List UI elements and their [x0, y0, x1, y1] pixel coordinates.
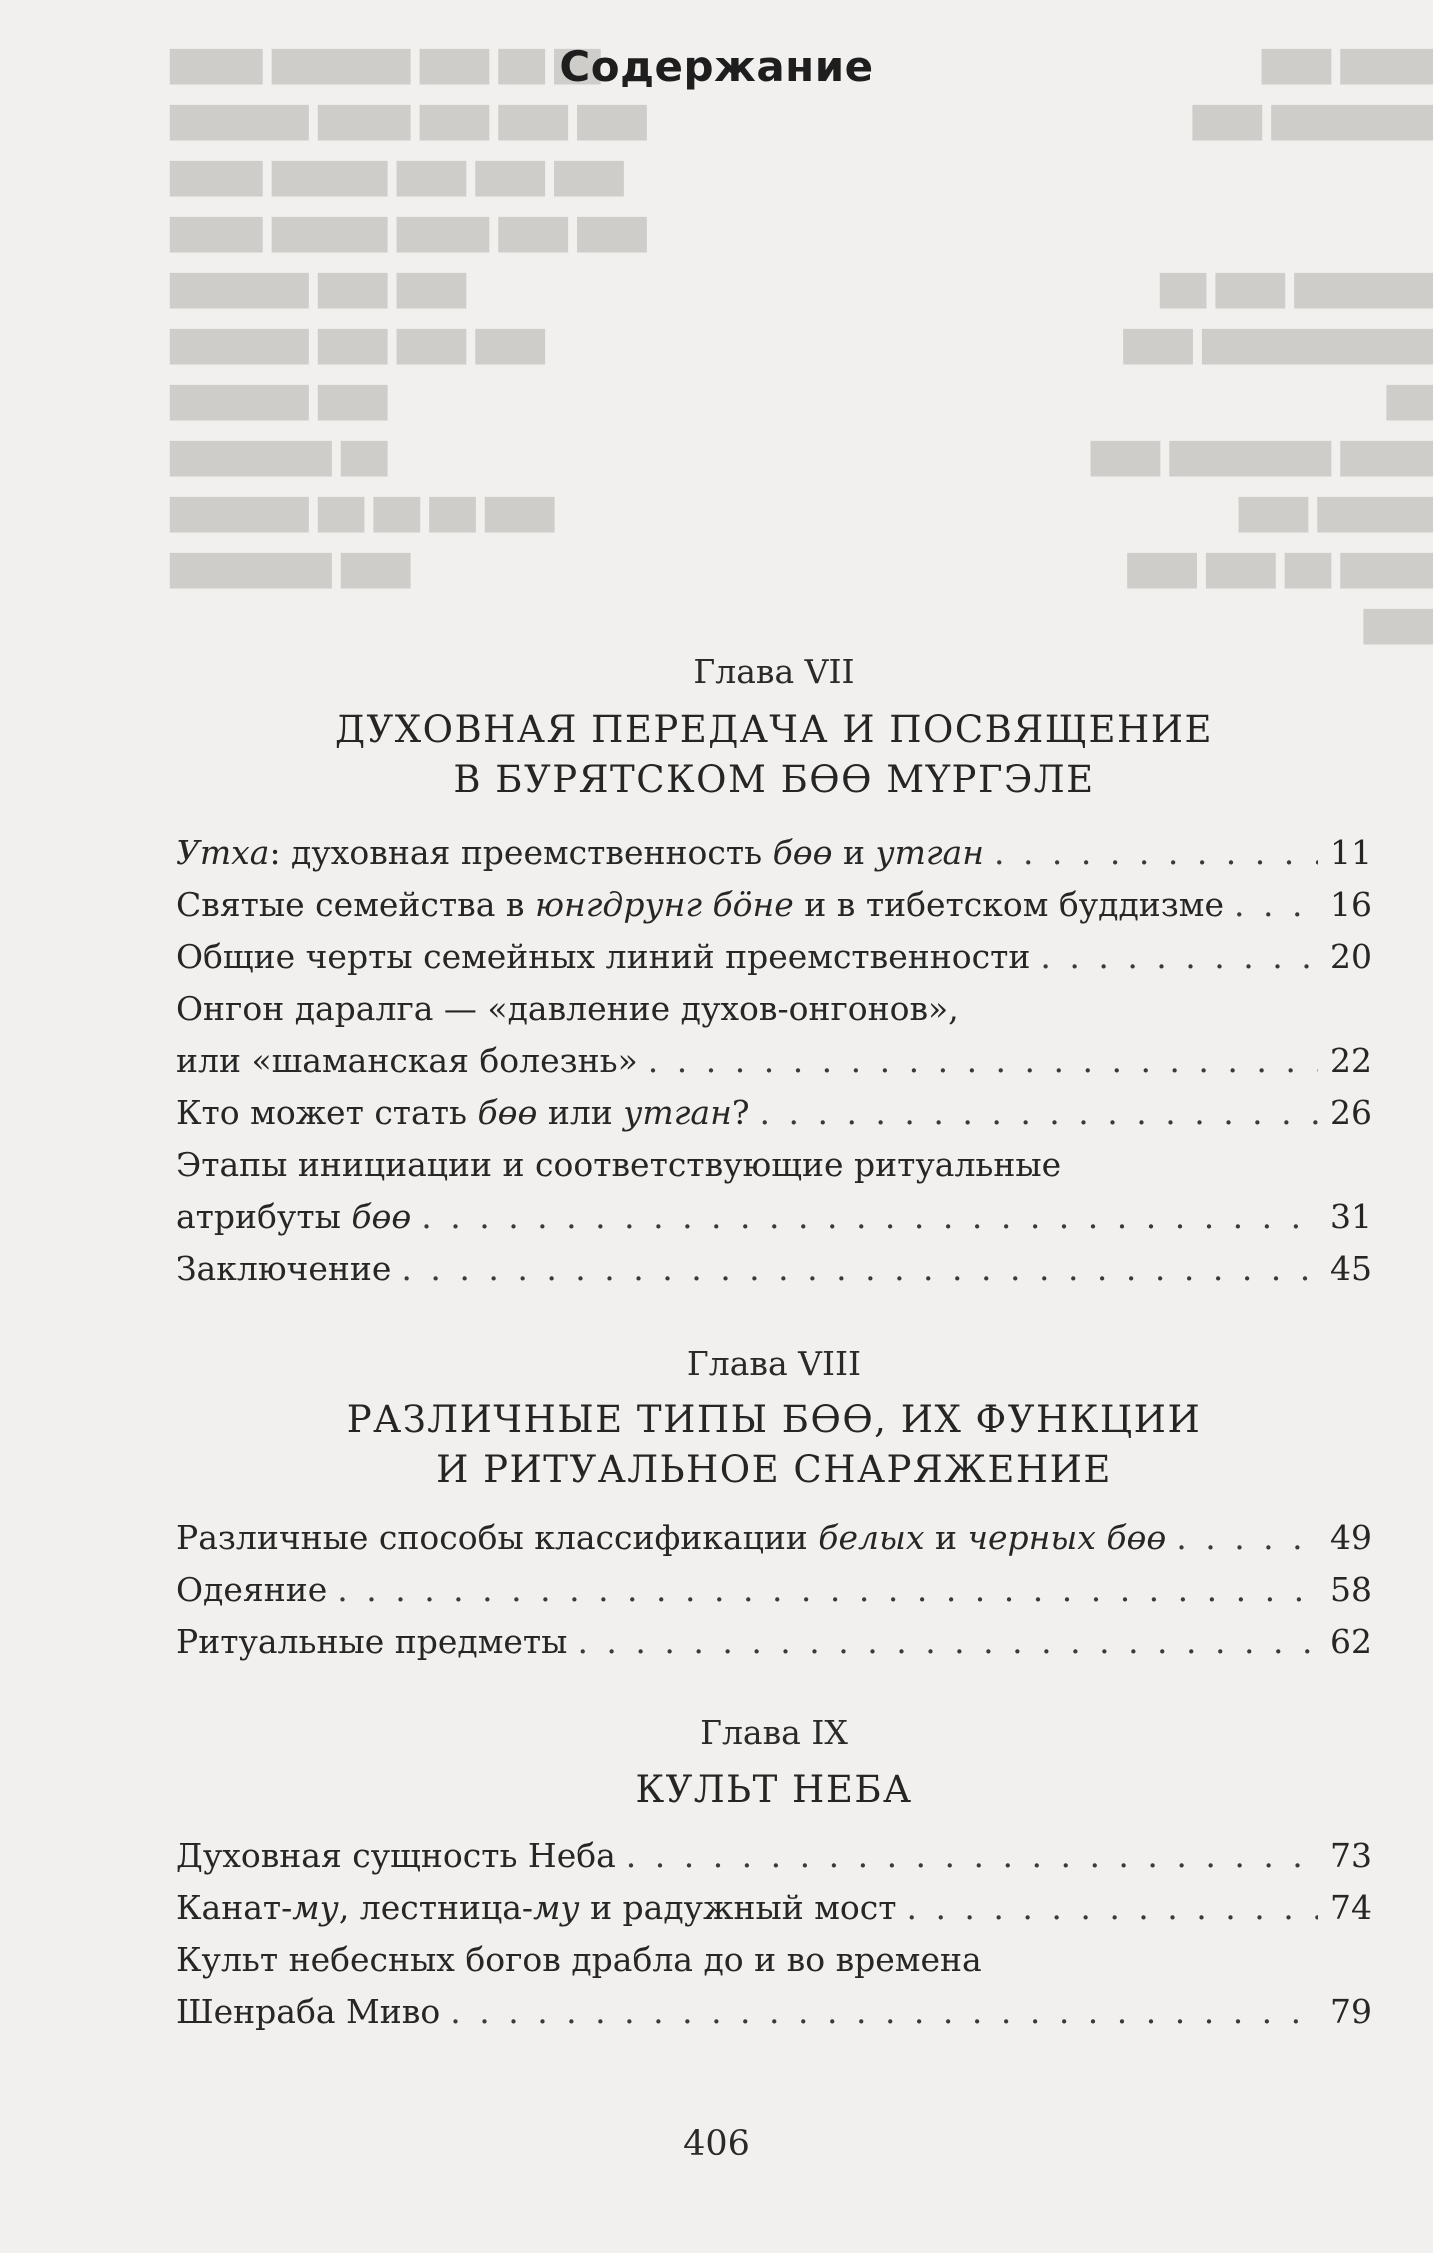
toc-entry-text: и радужный мост [579, 1888, 897, 1927]
toc-entry-line [176, 1564, 1372, 1616]
chapter-title-line: ДУХОВНАЯ ПЕРЕДАЧА И ПОСВЯЩЕНИЕ [334, 708, 1214, 751]
toc-entry-page-number: 16 [1330, 885, 1372, 924]
chapter-title-line: В БУРЯТСКОМ БӨӨ МҮРГЭЛЕ [453, 758, 1095, 801]
toc-entry[interactable] [176, 1616, 1372, 1668]
leader-dots [760, 1087, 1318, 1139]
toc-entry-line [176, 1191, 1372, 1243]
toc-entry-text: Святые семейства в [176, 885, 535, 924]
toc-entry-page-number: 31 [1330, 1197, 1372, 1236]
toc-entry-italic-term: Утха [176, 833, 270, 872]
chapter-title-line: И РИТУАЛЬНОЕ СНАРЯЖЕНИЕ [436, 1448, 1112, 1491]
toc-entry-text: атрибуты [176, 1197, 352, 1236]
chapter-label: Глава IX [700, 1713, 848, 1752]
toc-entry[interactable] [176, 1934, 1372, 2038]
bleed-through-right: ████ ███ ███████ ███ ██████ ███ ██ ██████████ ███ ██ ████ ███████ ███ █████ ███ ████ ██ ███ ███ ███ [1090, 50, 1433, 645]
leader-dots [648, 1035, 1318, 1087]
toc-entry-text: или «шаманская болезнь» [176, 1041, 638, 1080]
chapter-title-line: РАЗЛИЧНЫЕ ТИПЫ БӨӨ, ИХ ФУНКЦИИ [346, 1398, 1202, 1441]
toc-entry-text: Кто может стать [176, 1093, 478, 1132]
toc-entry-title [176, 931, 1030, 983]
toc-entry[interactable] [176, 983, 1372, 1087]
chapter-title [176, 1395, 1372, 1495]
leader-dots [626, 1830, 1318, 1882]
leader-dots [1234, 879, 1318, 931]
toc-entry-title-line: Онгон даралга — «давление духов-онгонов», [176, 989, 959, 1028]
toc-entry-italic-term: черных бөө [967, 1518, 1167, 1557]
toc-entry-page-number: 45 [1330, 1249, 1372, 1288]
toc-entry-italic-term: утган [875, 833, 984, 872]
toc-entry-line [176, 1616, 1372, 1668]
toc-entry-line [176, 1512, 1372, 1564]
leader-dots [450, 1986, 1318, 2038]
chapter-label: Глава VIII [686, 1344, 862, 1383]
leader-dots [994, 827, 1318, 879]
leader-dots [337, 1564, 1318, 1616]
toc-entry-title [176, 1512, 1166, 1564]
toc-entry[interactable] [176, 1564, 1372, 1616]
toc-entry-italic-term: бөө [772, 833, 833, 872]
toc-entry-text: ? [731, 1093, 750, 1132]
toc-entry-text: Духовная сущность Неба [176, 1836, 616, 1875]
toc-entry-text: и [832, 833, 876, 872]
chapter-title [176, 705, 1372, 805]
toc-entry[interactable] [176, 1512, 1372, 1564]
toc-entry-title [176, 1564, 327, 1616]
toc-entry-page-number: 58 [1330, 1570, 1372, 1609]
toc-entry-line [176, 1035, 1372, 1087]
toc-entry-text: Заключение [176, 1249, 392, 1288]
toc-entry-text: , лестница- [338, 1888, 534, 1927]
toc-entry-line [176, 1882, 1372, 1934]
toc-entry-text: Различные способы классификации [176, 1518, 819, 1557]
toc-entry-title [176, 1830, 616, 1882]
leader-dots [421, 1191, 1318, 1243]
toc-entry-line [176, 931, 1372, 983]
toc-entry-page-number: 79 [1330, 1992, 1372, 2031]
leader-dots [906, 1882, 1318, 1934]
leader-dots [401, 1243, 1318, 1295]
toc-entry-page-number: 49 [1330, 1518, 1372, 1557]
toc-entry-text: и [924, 1518, 968, 1557]
toc-entry-italic-term: бөө [351, 1197, 412, 1236]
toc-entry-text: Одеяние [176, 1570, 328, 1609]
toc-entry[interactable] [176, 1830, 1372, 1882]
toc-entry[interactable] [176, 1139, 1372, 1243]
toc-entry-line [176, 1087, 1372, 1139]
toc-entry-italic-term: му [292, 1888, 339, 1927]
toc-entry-page-number: 74 [1330, 1888, 1372, 1927]
bleed-through-left: ████ ██████ ███ ██ ██ ██████ ████ ███ ███ ███ ████ █████ ███ ███ ███ ████ █████ ████ ███ ███ ██████ ███ ███ ██████ ███ ███ ███ ██████ ███ ███████ ██ ██████ ██ ██ ██ ███ ███████ ███ [170, 50, 647, 589]
toc-entry-title-line: Этапы инициации и соответствующие ритуальные [176, 1145, 1062, 1184]
toc-entry-text: Ритуальные предметы [176, 1622, 568, 1661]
toc-entry-line [176, 1830, 1372, 1882]
toc-entry-title [176, 879, 1224, 931]
toc-entry-italic-term: бөө [477, 1093, 538, 1132]
toc-entry-line [176, 879, 1372, 931]
toc-entry-italic-term: утган [623, 1093, 732, 1132]
toc-entry-page-number: 73 [1330, 1836, 1372, 1875]
toc-entry-text: Общие черты семейных линий преемственности [176, 937, 1031, 976]
toc-list [176, 1512, 1372, 1668]
toc-entry-italic-term: юнгдрунг бӧне [534, 885, 794, 924]
page-title: Содержание [559, 42, 874, 91]
toc-list [176, 827, 1372, 1295]
toc-entry[interactable] [176, 1087, 1372, 1139]
leader-dots [1176, 1512, 1318, 1564]
toc-entry-line [176, 1986, 1372, 2038]
toc-entry-title [176, 1243, 391, 1295]
chapter-title-line: КУЛЬТ НЕБА [635, 1768, 913, 1811]
page-number: 406 [683, 2124, 750, 2164]
toc-entry-text: Канат- [176, 1888, 293, 1927]
toc-entry-page-number: 22 [1330, 1041, 1372, 1080]
toc-entry-text: и в тибетском буддизме [793, 885, 1224, 924]
toc-entry-title [176, 1616, 567, 1668]
toc-entry-text: : духовная преемственность [269, 833, 773, 872]
toc-entry-page-number: 11 [1330, 833, 1372, 872]
toc-entry-italic-term: белых [818, 1518, 925, 1557]
leader-dots [577, 1616, 1318, 1668]
toc-entry-title [176, 827, 984, 879]
toc-entry[interactable] [176, 931, 1372, 983]
toc-entry-title [176, 1882, 896, 1934]
toc-list [176, 1830, 1372, 2038]
toc-entry-title [176, 1986, 440, 2038]
toc-entry[interactable] [176, 879, 1372, 931]
toc-entry-text: Шенраба Миво [176, 1992, 441, 2031]
toc-entry[interactable] [176, 827, 1372, 879]
toc-entry-page-number: 62 [1330, 1622, 1372, 1661]
toc-entry-line [176, 827, 1372, 879]
toc-entry-title [176, 1035, 638, 1087]
toc-entry-page-number: 20 [1330, 937, 1372, 976]
toc-entry-title [176, 1191, 411, 1243]
toc-entry-title [176, 1087, 750, 1139]
leader-dots [1040, 931, 1318, 983]
toc-entry[interactable] [176, 1882, 1372, 1934]
toc-entry-title-line: Культ небесных богов драбла до и во времена [176, 1940, 982, 1979]
chapter-title [176, 1765, 1372, 1815]
toc-entry[interactable] [176, 1243, 1372, 1295]
chapter-label: Глава VII [693, 652, 855, 691]
toc-entry-italic-term: му [533, 1888, 580, 1927]
toc-entry-line [176, 1243, 1372, 1295]
toc-entry-text: или [537, 1093, 624, 1132]
toc-entry-page-number: 26 [1330, 1093, 1372, 1132]
